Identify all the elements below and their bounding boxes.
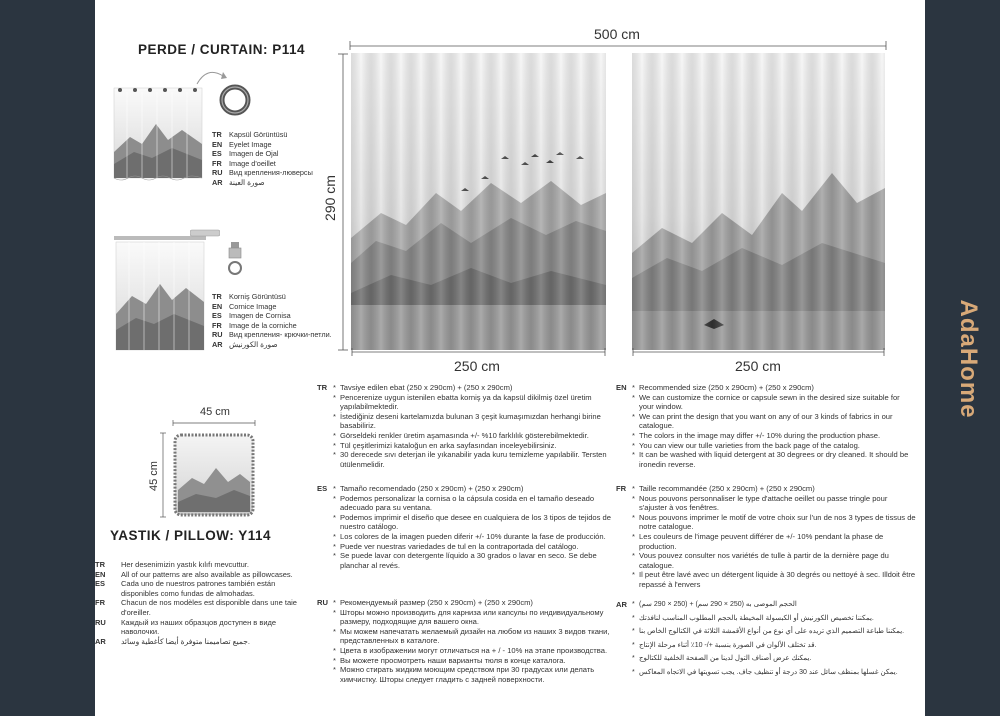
curtain-eyelet-thumbnail (112, 82, 204, 182)
info-ar: AR * (الحجم الموصى به (250 × 290 سم) + (250 × 290 سم * يمكننا تخصيص الكورنيش أو الكبسولة المخيطة بالحجم المطلوب المناسب لنافذتك. * يمكننا طباعة التصميم الذي تريده على أي نوع من أنواع الأقمشة الثلاثة في الكتالوج الخاص بنا. * قد تختلف الألوان في الصورة بنسبة +/- 10٪ أثناء مرحلة الإنتاج. * يمكنك عرض أصناف التول لدينا من الصفحة الخلفية للكتالوج. * يمكن غسلها بمنظف سائل عند 30 درجة أو تنظيف جاف. يجب تسويتها في الاتجاه المعاكس. (632, 598, 912, 679)
info-ru: RU * Рекомендуемый размер (250 x 290cm) + (250 x 290cm) * Шторы можно производить для карниза или капсулы по индивидуальному размеру, подходящие для вашего окна. * Мы можем напечатать желаемый дизайн на любом из наших 3 видов ткани, представленных в каталоге. * Цвета в изображении могут отличаться на + / - 10% на этапе производства. * Вы можете просмотреть наши варианты тюля в конце каталога. * Можно стирать жидким моющим средством при 30 градусах или делать химчистку. Шторы следует гладить с задней поверхности. (333, 598, 618, 684)
right-panel-width-dimension (632, 348, 885, 356)
pillow-height-label: 45 cm (148, 461, 160, 491)
pillow-width-label: 45 cm (200, 406, 230, 418)
curtain-title: PERDE / CURTAIN: P114 (138, 42, 306, 57)
hook-icon (225, 242, 245, 280)
cornice-legend: TR Korniş Görüntüsü EN Cornice Image ES Imagen de Cornisa FR Image de la corniche RU Вид крепления- крючки-петли. AR صورة الكورنيش (212, 292, 332, 349)
eyelet-ring-icon (219, 84, 251, 116)
eyelet-legend: TR Kapsül Görüntüsü EN Eyelet Image ES Imagen de Ojal FR Image d'oeillet RU Вид крепления-люверсы AR صورة العينة (212, 130, 313, 187)
height-dimension (338, 52, 348, 352)
brand-logo (948, 290, 982, 430)
left-panel-width-label: 250 cm (454, 358, 500, 374)
total-width-label: 500 cm (594, 26, 640, 42)
cornice-rail-icon (190, 226, 220, 246)
height-label: 290 cm (322, 175, 338, 221)
pillow-height-dimension (160, 432, 166, 518)
left-panel-width-dimension (351, 348, 606, 356)
pillow-title: YASTIK / PILLOW: Y114 (110, 528, 272, 543)
curtain-cornice-thumbnail (114, 236, 206, 354)
curtain-panel-left (351, 53, 606, 350)
pillow-legend: TR Her desenimizin yastık kılıfı mevcuttur. EN All of our patterns are also available as pillowcases. ES Cada uno de nuestros patrones también están disponibles como fundas de almohadas. FR Chacun de nos modèles est disponible dans une taie d'oreiller. RU Каждый из наших образцов доступен в виде наволочки. AR جميع تصاميمنا متوفرة أيضا كأغطية وسائد. (95, 560, 297, 646)
right-panel-width-label: 250 cm (735, 358, 781, 374)
pillow-image (172, 432, 256, 518)
info-es: ES * Tamaño recomendado (250 x 290cm) + (250 x 290cm) * Podemos personalizar la cornisa o la cápsula cosida en el tamaño deseado adecuado para su ventana. * Podemos imprimir el diseño que desee en cualquiera de los 3 tipos de tejidos de nuestro catálogo. * Los colores de la imagen pueden diferir +/- 10% durante la fase de producción. * Puede ver nuestras variedades de tul en la contraportada del catálogo. * Se puede lavar con detergente líquido a 30 grados o lavar en seco. Se debe planchar al revés. (333, 484, 613, 570)
pillow-width-dimension (172, 420, 256, 426)
info-en: EN * Recommended size (250 x 290cm) + (250 x 290cm) * We can customize the cornice or capsule sewn in the desired size suitable for your window. * We can print the design that you want on any of our 3 kinds of fabrics in our catalogue. * The colors in the image may differ +/- 10% during the production phase. * You can view our tulle varieties from the back page of the catalog. * It can be washed with liquid detergent at 30 degrees or dry cleaned. It should be ironedin reverse. (632, 383, 912, 469)
curtain-panel-right (632, 53, 885, 350)
info-fr: FR * Taille recommandée (250 x 290cm) + (250 x 290cm) * Nous pouvons personnaliser le type d'attache oeillet ou passe tringle pour s'ajuster à vos fenêtres. * Nous pouvons imprimer le motif de votre choix sur l'un de nos 3 types de tissus de notre catalogue. * Les couleurs de l'image peuvent différer de +/- 10% pendant la phase de production. * Vous pouvez consulter nos variétés de tulle à partir de la dernière page du catalogue. * Il peut être lavé avec un détergent liquide à 30 degrés ou nettoyé à sec. Illdoit être repassé à l'envers (632, 484, 917, 590)
brand-name: AdaHome (955, 299, 982, 419)
info-tr: TR * Tavsiye edilen ebat (250 x 290cm) + (250 x 290cm) * Pencerenize uygun istenilen ebatta korniş ya da kapsül dikilmiş özel üretim yapılabilmektedir. * İstediğiniz deseni kartelamızda bulunan 3 çeşit kumaşımızdan herhangi birine basabiliriz. * Görseldeki renkler üretim aşamasında +/- %10 farklılık gösterebilmektedir. * Tül çeşitlerimizi kataloğun en arka sayfasından inceleyebilirsiniz. * 30 derecede sıvı deterjan ile yıkanabilir yada kuru temizleme yapılabilir. Tersten ütülenmelidir. (333, 383, 613, 469)
